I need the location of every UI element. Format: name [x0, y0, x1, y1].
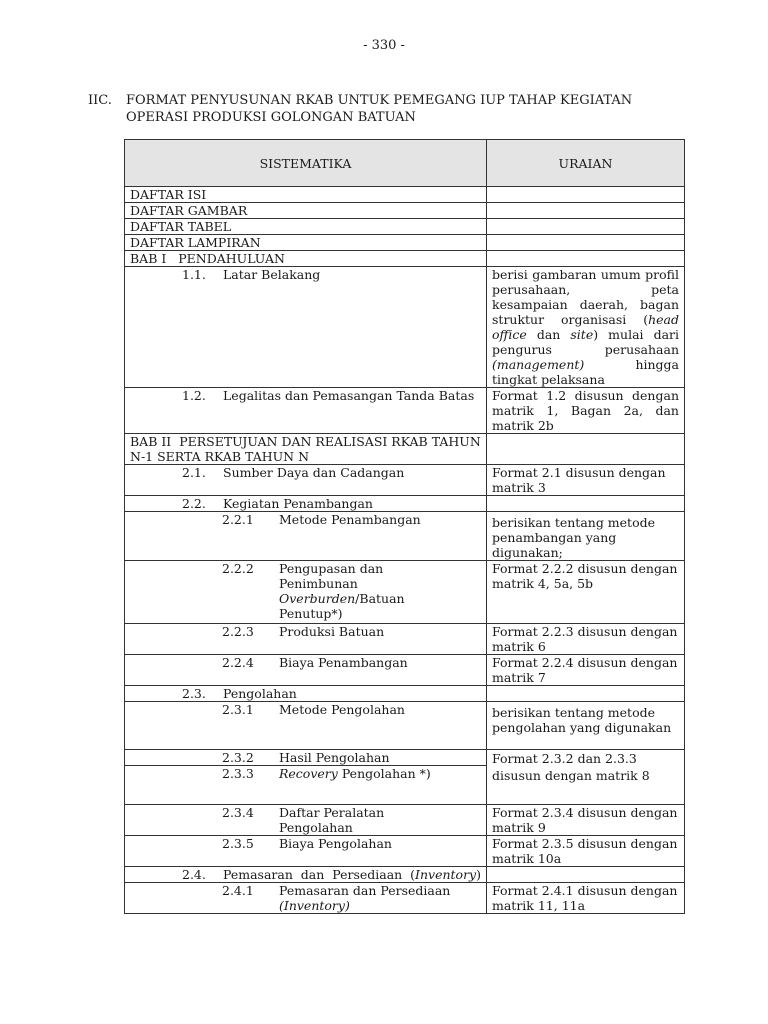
desc-text: ) mulai dari pengurus perusahaan [492, 327, 679, 357]
row-desc: Format 2.3.2 dan 2.3.3 disusun dengan matrik 8 [487, 750, 685, 805]
row-desc [487, 203, 685, 219]
row-text: Legalitas dan Pemasangan Tanda Batas [223, 388, 475, 403]
row-text: Biaya Pengolahan [279, 836, 392, 851]
row-text [279, 561, 405, 621]
row-desc [487, 686, 685, 702]
table-row [125, 496, 685, 512]
label-text: Pengolahan *) [337, 766, 431, 781]
row-text: Produksi Batuan [279, 624, 385, 639]
row-desc [487, 219, 685, 235]
row-label [125, 624, 487, 655]
page-number: - 330 - [363, 38, 405, 53]
table-row [125, 219, 685, 235]
label-italic: Inventory [415, 867, 477, 882]
row-label: DAFTAR TABEL [125, 219, 487, 235]
row-label [125, 512, 487, 561]
label-italic: Overburden [279, 591, 356, 606]
row-number: 2.2.4 [222, 655, 254, 670]
table-row [125, 867, 685, 883]
row-label [125, 496, 487, 512]
row-text: Metode Pengolahan [279, 702, 405, 717]
desc-text: hingga tingkat pelaksana [492, 357, 679, 387]
row-desc: berisikan tentang metode pengolahan yang digunakan [487, 702, 685, 750]
label-text: Pengupasan dan Penimbunan [279, 561, 384, 591]
section-title-line-2: OPERASI PRODUKSI GOLONGAN BATUAN [126, 110, 416, 125]
row-text: Latar Belakang [223, 267, 321, 282]
row-text [223, 867, 481, 882]
table-row [125, 187, 685, 203]
label-text: /Batuan Penutup*) [279, 591, 405, 621]
row-label [125, 867, 487, 883]
row-number: 2.1. [182, 465, 206, 480]
row-desc: berisikan tentang metode penambangan yang digunakan; [487, 512, 685, 561]
row-desc: Format 2.2.2 disusun dengan matrik 4, 5a, 5b [487, 561, 685, 624]
row-text [279, 883, 481, 913]
row-number: 2.3.5 [222, 836, 254, 851]
row-number: 2.3.1 [222, 702, 254, 717]
label-text: Pemasaran dan Persediaan ( [223, 867, 416, 882]
row-number: 2.3.2 [222, 750, 254, 765]
row-text: Daftar Peralatan Pengolahan [279, 805, 385, 835]
row-desc: Format 2.3.4 disusun dengan matrik 9 [487, 805, 685, 836]
row-number: 2.4. [182, 867, 206, 882]
row-desc: Format 2.1 disusun dengan matrik 3 [487, 465, 685, 496]
row-label: BAB I PENDAHULUAN [125, 251, 487, 267]
row-number: 2.3.3 [222, 766, 254, 781]
row-text: Pengolahan [223, 686, 297, 701]
row-desc [487, 267, 685, 388]
row-number: 2.2.1 [222, 512, 254, 527]
row-text: Sumber Daya dan Cadangan [223, 465, 405, 480]
row-label [125, 766, 487, 805]
row-number: 2.3. [182, 686, 206, 701]
row-desc [487, 496, 685, 512]
rkab-format-table [124, 139, 685, 914]
header-sistematika: SISTEMATIKA [125, 140, 487, 187]
section-code: IIC. [88, 93, 112, 108]
table-row [125, 883, 685, 914]
table-row [125, 686, 685, 702]
row-label [125, 388, 487, 434]
desc-italic: (management) [492, 357, 585, 372]
table-row [125, 434, 685, 465]
row-desc [487, 187, 685, 203]
row-label [125, 686, 487, 702]
table-row [125, 512, 685, 561]
row-label [125, 702, 487, 750]
table-row [125, 702, 685, 750]
row-number: 2.4.1 [222, 883, 254, 898]
table-row [125, 465, 685, 496]
row-label: DAFTAR ISI [125, 187, 487, 203]
table-header-row [125, 140, 685, 187]
label-text: ) [476, 867, 481, 882]
row-number: 1.2. [182, 388, 206, 403]
row-desc [487, 434, 685, 465]
row-label [125, 561, 487, 624]
desc-text: berisi gambaran umum profil perusahaan, peta kesampaian daerah, bagan struktur organisasi ( [492, 267, 679, 327]
row-label [125, 267, 487, 388]
row-text: Hasil Pengolahan [279, 750, 390, 765]
table-row [125, 267, 685, 388]
header-uraian: URAIAN [487, 140, 685, 187]
desc-italic: head office [492, 312, 679, 342]
row-number: 2.3.4 [222, 805, 254, 820]
desc-text: dan [526, 327, 571, 342]
row-desc: Format 2.4.1 disusun dengan matrik 11, 11a [487, 883, 685, 914]
row-label [125, 805, 487, 836]
section-heading [88, 92, 688, 126]
row-text: Biaya Penambangan [279, 655, 408, 670]
row-number: 2.2.2 [222, 561, 254, 576]
row-label [125, 750, 487, 766]
row-desc: Format 2.2.3 disusun dengan matrik 6 [487, 624, 685, 655]
row-desc: Format 2.3.5 disusun dengan matrik 10a [487, 836, 685, 867]
row-label [125, 836, 487, 867]
table-row [125, 203, 685, 219]
section-title-line-1: FORMAT PENYUSUNAN RKAB UNTUK PEMEGANG IUP TAHAP KEGIATAN [126, 93, 633, 108]
row-desc: Format 2.2.4 disusun dengan matrik 7 [487, 655, 685, 686]
table-row [125, 750, 685, 766]
table-row [125, 251, 685, 267]
row-number: 1.1. [182, 267, 206, 282]
table-row [125, 624, 685, 655]
table-row [125, 561, 685, 624]
row-number: 2.2. [182, 496, 206, 511]
row-text: Kegiatan Penambangan [223, 496, 373, 511]
label-italic: Recovery [279, 766, 338, 781]
table-row [125, 836, 685, 867]
label-text: Pemasaran dan Persediaan [279, 883, 451, 898]
table-row [125, 655, 685, 686]
row-desc [487, 251, 685, 267]
row-label [125, 465, 487, 496]
desc-italic: site [570, 327, 594, 342]
table-row [125, 805, 685, 836]
row-text: Metode Penambangan [279, 512, 421, 527]
row-desc [487, 235, 685, 251]
row-label: BAB II PERSETUJUAN DAN REALISASI RKAB TAHUN N-1 SERTA RKAB TAHUN N [125, 434, 487, 465]
row-desc [487, 867, 685, 883]
row-label [125, 883, 487, 914]
row-text [279, 766, 481, 781]
row-label: DAFTAR GAMBAR [125, 203, 487, 219]
row-desc: Format 1.2 disusun dengan matrik 1, Bagan 2a, dan matrik 2b [487, 388, 685, 434]
row-label [125, 655, 487, 686]
row-label: DAFTAR LAMPIRAN [125, 235, 487, 251]
table-row [125, 235, 685, 251]
row-number: 2.2.3 [222, 624, 254, 639]
table-row [125, 388, 685, 434]
label-italic: (Inventory) [279, 898, 350, 913]
